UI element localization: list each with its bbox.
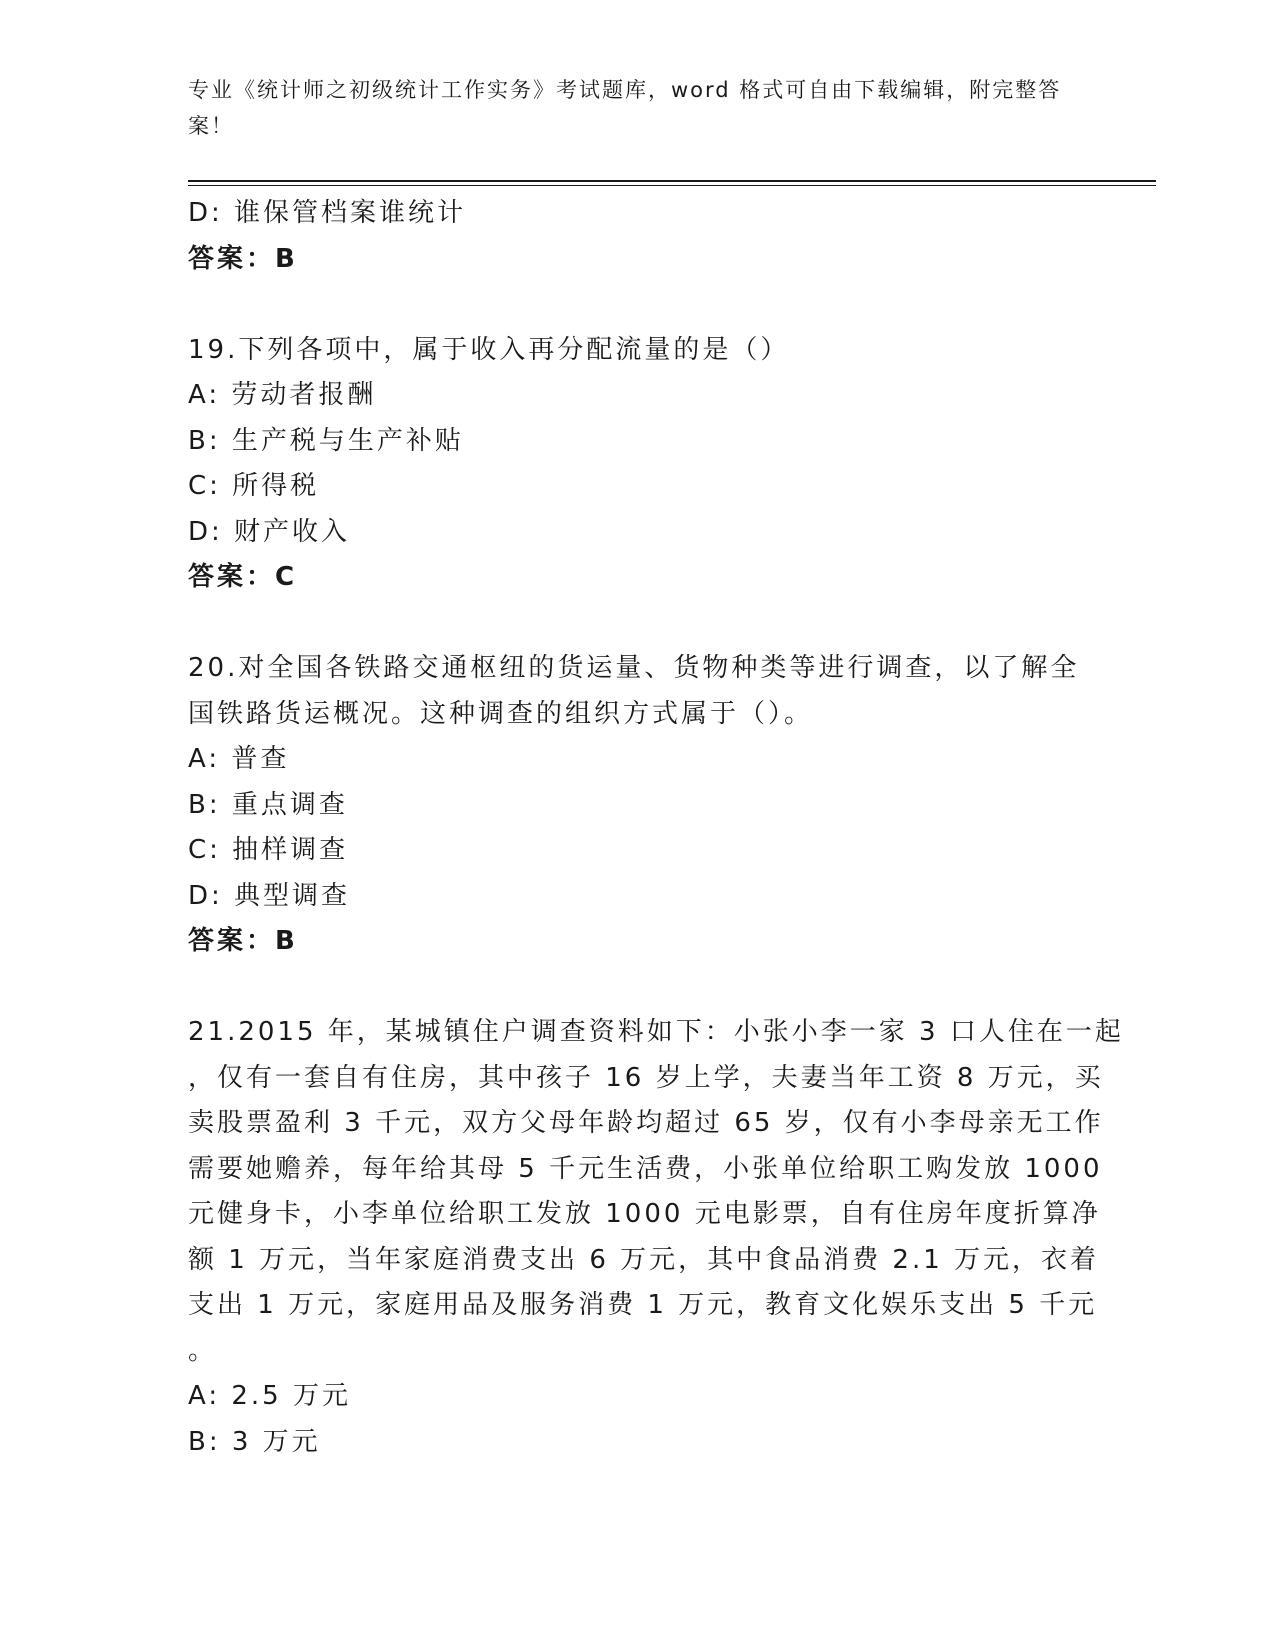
q21-question-line: ，仅有一套自有住房，其中孩子 16 岁上学，夫妻当年工资 8 万元，买 bbox=[188, 1062, 1104, 1093]
q21-question-line: 21.2015 年，某城镇住户调查资料如下：小张小李一家 3 口人住在一起 bbox=[188, 1017, 1124, 1047]
q21-question-line: 需要她赡养，每年给其母 5 千元生活费，小张单位给职工购发放 1000 bbox=[188, 1153, 1103, 1184]
q19-option-d: D: 财产收入 bbox=[188, 516, 351, 547]
q21-question-line: 卖股票盈利 3 千元，双方父母年龄均超过 65 岁，仅有小李母亲无工作 bbox=[188, 1108, 1104, 1138]
q21-question-line: 。 bbox=[188, 1335, 218, 1366]
q20-question-line: 国铁路货运概况。这种调查的组织方式属于（）。 bbox=[188, 698, 814, 729]
q20-option-d: D: 典型调查 bbox=[188, 880, 351, 911]
q21-question-line: 支出 1 万元，家庭用品及服务消费 1 万元，教育文化娱乐支出 5 千元 bbox=[188, 1290, 1098, 1320]
header-rule-thick bbox=[188, 180, 1156, 182]
q21-question-line: 元健身卡，小李单位给职工发放 1000 元电影票，自有住房年度折算净 bbox=[188, 1199, 1101, 1229]
q20-option-c: C: 抽样调查 bbox=[188, 835, 349, 865]
spacer bbox=[188, 601, 1088, 647]
q21-option-a: A: 2.5 万元 bbox=[188, 1381, 351, 1411]
q19-option-c: C: 所得税 bbox=[188, 471, 320, 501]
spacer bbox=[188, 282, 1088, 328]
prev-option-d: D: 谁保管档案谁统计 bbox=[188, 198, 467, 228]
prev-answer: 答案：B bbox=[188, 243, 298, 274]
q19-option-a: A: 劳动者报酬 bbox=[188, 380, 377, 410]
q21-option-b: B: 3 万元 bbox=[188, 1426, 321, 1457]
q20-option-a: A: 普查 bbox=[188, 744, 290, 774]
q21-question-line: 额 1 万元，当年家庭消费支出 6 万元，其中食品消费 2.1 万元，衣着 bbox=[188, 1244, 1100, 1275]
question-content bbox=[188, 191, 1124, 1465]
header-rule-thin bbox=[188, 185, 1156, 186]
q19-question: 19.下列各项中，属于收入再分配流量的是（） bbox=[188, 334, 790, 365]
page-header: 专业《统计师之初级统计工作实务》考试题库，word 格式可自由下载编辑，附完整答案！ bbox=[188, 78, 1062, 138]
spacer bbox=[188, 965, 1088, 1011]
q19-option-b: B: 生产税与生产补贴 bbox=[188, 425, 464, 456]
q19-answer: 答案：C bbox=[188, 562, 298, 592]
q20-option-b: B: 重点调查 bbox=[188, 789, 348, 820]
q20-answer: 答案：B bbox=[188, 926, 298, 956]
q20-question-line: 20.对全国各铁路交通枢纽的货运量、货物种类等进行调查，以了解全 bbox=[188, 653, 1080, 683]
